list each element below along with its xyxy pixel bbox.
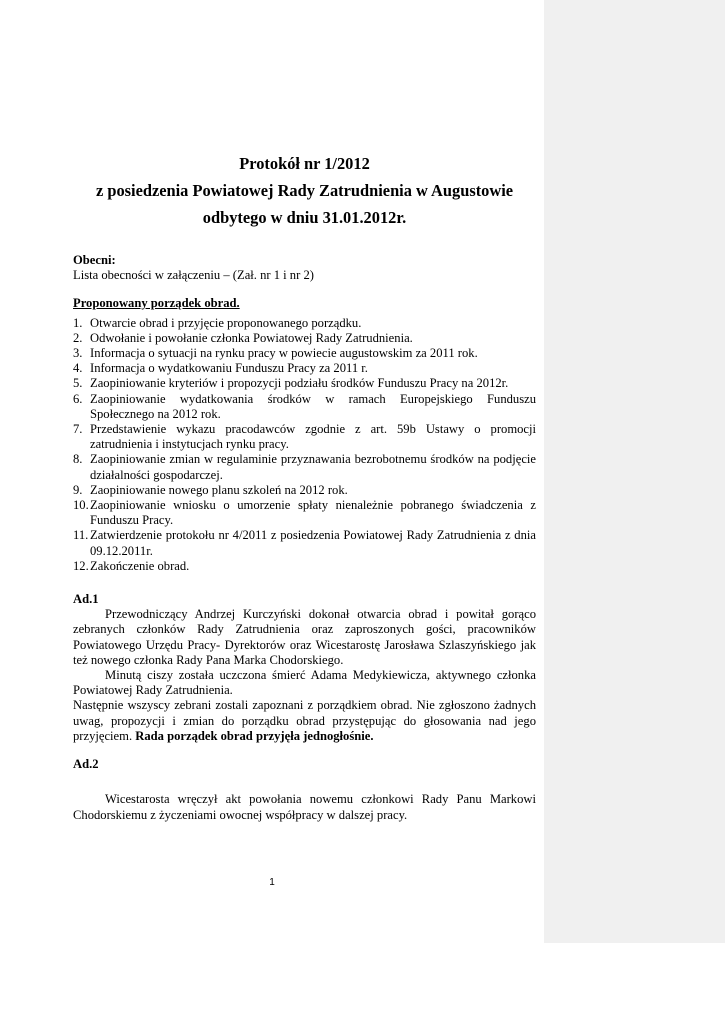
agenda-item-text: Zaopiniowanie nowego planu szkoleń na 2012 rok.	[90, 482, 348, 497]
agenda-item	[73, 498, 536, 528]
agenda-item	[73, 376, 536, 391]
ad1-paragraph-3	[73, 698, 536, 744]
agenda-item	[73, 528, 536, 558]
agenda-item	[73, 559, 536, 574]
attendance-section	[73, 253, 536, 283]
agenda-item-text: Zaopiniowanie zmian w regulaminie przyznawania bezrobotnemu środków na podjęcie działalności gospodarczej.	[90, 452, 536, 482]
agenda-item-number: 10.	[73, 498, 89, 513]
agenda-item-number: 12.	[73, 558, 89, 573]
agenda-heading: Proponowany porządek obrad.	[73, 296, 240, 311]
agenda-item-text: Przedstawienie wykazu pracodawców zgodnie z art. 59b Ustawy o promocji zatrudnienia i instytucjach rynku pracy.	[90, 422, 536, 452]
ad1-resolution: Rada porządek obrad przyjęła jednogłośnie.	[135, 728, 374, 743]
agenda-item-number: 8.	[73, 452, 83, 467]
title-line-3: odbytego w dniu 31.01.2012r.	[202, 208, 407, 227]
ad1-paragraph-1: Przewodniczący Andrzej Kurczyński dokonał otwarcia obrad i powitał gorąco zebranych członków Rady Zatrudnienia oraz zaproszonych gości, pracowników Powiatowego Urzędu Pracy- Dyrektorów oraz Wicestarostę Jarosława Szlaszyńskiego jak też nowego członka Rady Pana Marka Chodorskiego.	[73, 607, 536, 667]
document-content	[73, 150, 536, 836]
document-title	[73, 150, 536, 231]
agenda-item	[73, 316, 536, 331]
agenda-item-text: Otwarcie obrad i przyjęcie proponowanego porządku.	[90, 315, 362, 330]
agenda-item-number: 4.	[73, 361, 83, 376]
agenda-item-text: Zaopiniowanie wniosku o umorzenie spłaty nienależnie pobranego świadczenia z Funduszu Pracy.	[90, 498, 536, 528]
spacer	[73, 772, 536, 792]
agenda-item-text: Odwołanie i powołanie członka Powiatowej Rady Zatrudnienia.	[90, 330, 413, 345]
attendance-text: Lista obecności w załączeniu – (Zał. nr 1 i nr 2)	[73, 268, 314, 283]
agenda-item-number: 3.	[73, 346, 83, 361]
agenda-item-number: 9.	[73, 482, 83, 497]
ad2-heading: Ad.2	[73, 757, 99, 772]
ad1-paragraph-3-text: Następnie wszyscy zebrani zostali zapoznani z porządkiem obrad. Nie zgłoszono żadnych uwag, propozycji i zmian do porządku obrad przystępując do głosowania nad jego przyjęciem.	[73, 698, 536, 743]
agenda-list	[73, 316, 536, 574]
agenda-item-number: 5.	[73, 376, 83, 391]
agenda-item-number: 11.	[73, 528, 89, 543]
agenda-item-number: 1.	[73, 315, 83, 330]
attendance-heading: Obecni:	[73, 253, 116, 267]
ad2-section	[73, 757, 536, 823]
agenda-section	[73, 296, 536, 574]
agenda-item-text: Zaopiniowanie wydatkowania środków w ramach Europejskiego Funduszu Społecznego na 2012 rok.	[90, 391, 536, 421]
ad1-section	[73, 592, 536, 744]
agenda-item	[73, 331, 536, 346]
page-number: 1	[269, 877, 275, 888]
comment-margin-pane	[544, 0, 725, 943]
agenda-item-text: Zatwierdzenie protokołu nr 4/2011 z posiedzenia Powiatowej Rady Zatrudnienia z dnia 09.12.2011r.	[90, 528, 536, 558]
agenda-item	[73, 346, 536, 361]
ad1-heading: Ad.1	[73, 592, 99, 607]
agenda-item-number: 2.	[73, 330, 83, 345]
agenda-item-text: Zakończenie obrad.	[90, 558, 190, 573]
agenda-item-number: 7.	[73, 422, 83, 437]
agenda-item-text: Informacja o sytuacji na rynku pracy w powiecie augustowskim za 2011 rok.	[90, 346, 478, 361]
agenda-item-number: 6.	[73, 391, 83, 406]
agenda-item-text: Zaopiniowanie kryteriów i propozycji podziału środków Funduszu Pracy na 2012r.	[90, 376, 509, 391]
title-line-2: z posiedzenia Powiatowej Rady Zatrudnienia w Augustowie	[95, 181, 514, 200]
title-line-1: Protokół nr 1/2012	[239, 154, 370, 173]
agenda-item	[73, 422, 536, 452]
agenda-item-text: Informacja o wydatkowaniu Funduszu Pracy za 2011 r.	[90, 361, 368, 376]
ad1-paragraph-2: Minutą ciszy została uczczona śmierć Adama Medykiewicza, aktywnego członka Powiatowej Rady Zatrudnienia.	[73, 668, 536, 698]
agenda-item	[73, 361, 536, 376]
agenda-item	[73, 392, 536, 422]
agenda-item	[73, 483, 536, 498]
ad2-paragraph-1: Wicestarosta wręczył akt powołania nowemu członkowi Rady Panu Markowi Chodorskiemu z życzeniami owocnej współpracy w dalszej pracy.	[73, 792, 536, 822]
agenda-item	[73, 452, 536, 482]
